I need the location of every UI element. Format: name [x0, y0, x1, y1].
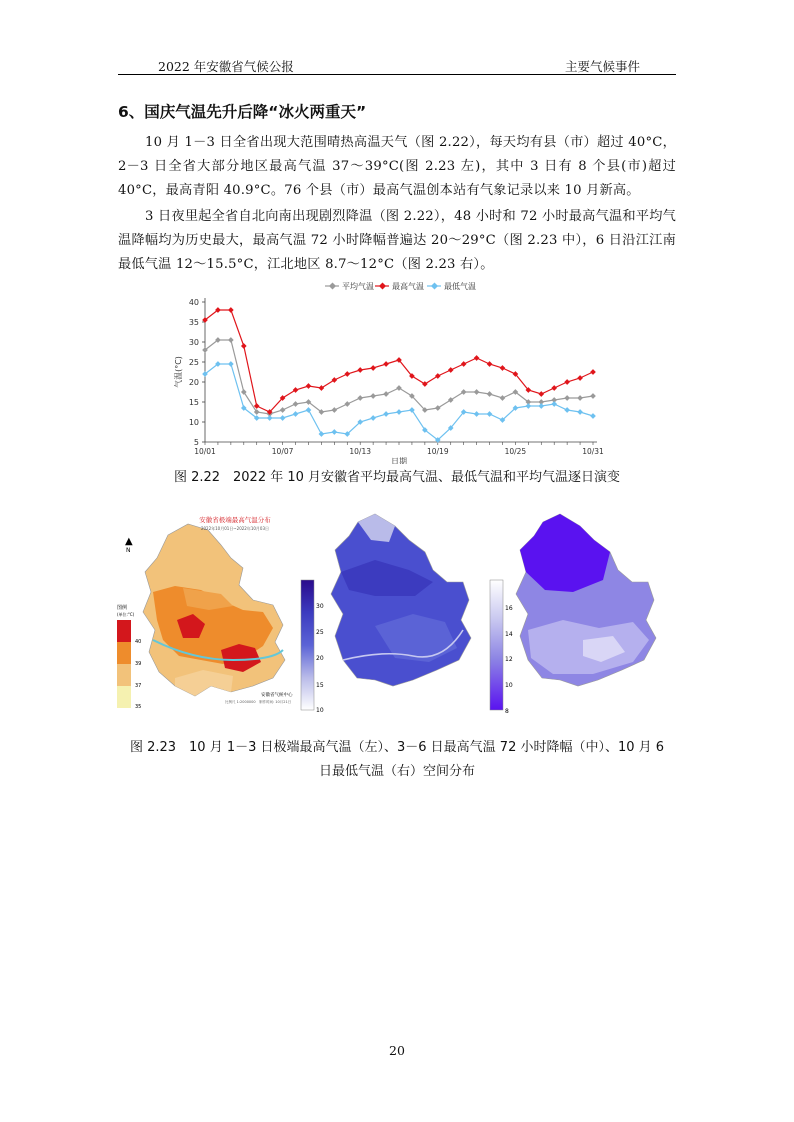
data-point: [538, 403, 544, 409]
data-point: [461, 389, 467, 395]
x-tick-label: 10/25: [504, 447, 527, 456]
y-tick-label: 15: [188, 398, 199, 407]
north-arrow-icon: ▲: [125, 536, 133, 547]
figure-caption-2-22: 图 2.22 2022 年 10 月安徽省平均最高气温、最低气温和平均气温逐日演变: [173, 470, 621, 485]
right-tick-4: 10: [505, 682, 513, 689]
left-map-org: 安徽省气候中心: [261, 693, 293, 698]
data-point: [228, 307, 234, 313]
header-right: 主要气候事件: [564, 59, 640, 74]
x-tick-label: 10/07: [271, 447, 294, 456]
x-tick-label: 10/19: [426, 447, 449, 456]
x-tick-label: 10/31: [582, 447, 604, 456]
caption-2-23-line1: 图 2.23 10 月 1－3 日极端最高气温（左）、3－6 日最高气温 72 小时降幅（中）、10 月 6: [129, 740, 665, 755]
mid-tick-5: 10: [316, 707, 324, 714]
y-tick-label: 30: [188, 338, 199, 347]
right-map: [490, 514, 656, 715]
section-title: 6、国庆气温先升后降“冰火两重天”: [118, 103, 367, 121]
data-point: [538, 391, 544, 397]
data-point: [461, 361, 467, 367]
maps-svg: [113, 510, 683, 722]
right-tick-2: 14: [505, 631, 513, 638]
x-tick-label: 10/13: [349, 447, 372, 456]
data-point: [332, 407, 338, 413]
data-point: [293, 387, 299, 393]
data-point: [564, 379, 570, 385]
data-point: [474, 411, 480, 417]
right-tick-1: 16: [505, 605, 513, 612]
data-point: [396, 409, 402, 415]
data-point: [500, 365, 506, 371]
data-point: [474, 389, 480, 395]
y-tick-label: 10: [188, 418, 199, 427]
y-tick-label: 40: [188, 298, 199, 307]
mid-tick-2: 25: [316, 629, 324, 636]
page-number: 20: [389, 1043, 405, 1058]
data-point: [551, 385, 557, 391]
y-axis-label: 气温(°C): [174, 356, 183, 388]
data-point: [370, 393, 376, 399]
data-point: [280, 407, 286, 413]
data-point: [409, 407, 415, 413]
legend-marker: [329, 282, 336, 289]
x-axis-label: 日期: [391, 457, 407, 464]
data-point: [319, 385, 325, 391]
data-point: [422, 381, 428, 387]
left-map: [117, 515, 293, 710]
header-rule: [118, 74, 676, 75]
caption-2-23-line2: 日最低气温（右）空间分布: [318, 764, 475, 779]
middle-map: [301, 514, 471, 714]
data-point: [383, 391, 389, 397]
header-left: 2022 年安徽省气候公报: [158, 59, 294, 74]
data-point: [293, 401, 299, 407]
data-point: [577, 375, 583, 381]
data-point: [564, 407, 570, 413]
data-point: [564, 395, 570, 401]
data-point: [435, 405, 441, 411]
data-point: [228, 361, 234, 367]
y-tick-label: 35: [188, 318, 199, 327]
legend-label: 平均气温: [342, 282, 374, 291]
x-tick-label: 10/01: [194, 447, 216, 456]
chart-svg: [165, 278, 605, 464]
data-point: [396, 385, 402, 391]
left-map-subtitle: 2022年10月01日~2022年10月03日: [200, 526, 270, 531]
y-tick-label: 5: [193, 438, 199, 447]
data-point: [280, 415, 286, 421]
data-point: [474, 355, 480, 361]
paragraph-2: 3 日夜里起全省自北向南出现剧烈降温（图 2.22），48 小时和 72 小时最高气温和平均气温降幅均为历史最大，最高气温 72 小时降幅普遍达 20～29°C（图 2.23 中），6 日沿江江南最低气温 12～15.5°C，江北地区 8.7～12°C（图 2.23 右）。: [118, 209, 676, 272]
mid-tick-1: 30: [316, 603, 324, 610]
series-line: [205, 340, 593, 414]
left-legend-unit: (单位:°C): [117, 612, 135, 617]
data-point: [448, 397, 454, 403]
left-map-title: 安徽省极端最高气温分布: [199, 516, 271, 524]
data-point: [487, 361, 493, 367]
data-point: [526, 403, 532, 409]
data-point: [370, 365, 376, 371]
data-point: [590, 413, 596, 419]
data-point: [487, 411, 493, 417]
data-point: [590, 369, 596, 375]
data-point: [383, 411, 389, 417]
temperature-line-chart: [165, 278, 605, 464]
data-point: [267, 415, 273, 421]
left-legend-1: 40: [135, 639, 142, 645]
paragraph-1: 10 月 1－3 日全省出现大范围晴热高温天气（图 2.22），每天均有县（市）超过 40°C，2－3 日全省大部分地区最高气温 37～39°C(图 2.23 左)，其中 3 日有 8 个县(市)超过 40°C，最高青阳 40.9°C。76 个县（市）最高气温创本站有气象记录以来 10 月新高。: [118, 135, 676, 198]
data-point: [306, 383, 312, 389]
y-tick-label: 20: [188, 378, 199, 387]
mid-tick-3: 20: [316, 655, 324, 662]
data-point: [577, 395, 583, 401]
data-point: [293, 411, 299, 417]
mid-tick-4: 15: [316, 682, 324, 689]
data-point: [344, 371, 350, 377]
left-legend-3: 37: [135, 683, 142, 689]
data-point: [332, 429, 338, 435]
data-point: [500, 395, 506, 401]
y-tick-label: 25: [188, 358, 199, 367]
data-point: [577, 409, 583, 415]
data-point: [357, 367, 363, 373]
data-point: [383, 361, 389, 367]
right-tick-5: 8: [505, 708, 509, 715]
left-legend-2: 39: [135, 661, 142, 667]
data-point: [370, 415, 376, 421]
legend-label: 最高气温: [392, 282, 424, 291]
left-legend-title: 图例: [117, 605, 128, 611]
legend-marker: [431, 282, 438, 289]
page-header: [118, 57, 676, 75]
maps-figure: [113, 510, 683, 722]
right-tick-3: 12: [505, 656, 513, 663]
data-point: [357, 395, 363, 401]
left-map-scale: 比例尺 1:2000000: [225, 700, 256, 704]
data-point: [590, 393, 596, 399]
data-point: [332, 377, 338, 383]
left-map-date: 制作时间: 10月21日: [259, 700, 292, 704]
figure-caption-2-23: [118, 736, 676, 784]
data-point: [551, 401, 557, 407]
left-legend-4: 35: [135, 704, 142, 710]
svg-text:N: N: [126, 547, 131, 554]
data-point: [435, 373, 441, 379]
legend-label: 最低气温: [444, 282, 476, 291]
data-point: [319, 431, 325, 437]
data-point: [306, 407, 312, 413]
data-point: [344, 401, 350, 407]
data-point: [241, 343, 247, 349]
data-point: [448, 367, 454, 373]
data-point: [487, 391, 493, 397]
data-point: [228, 337, 234, 343]
legend-marker: [379, 282, 386, 289]
